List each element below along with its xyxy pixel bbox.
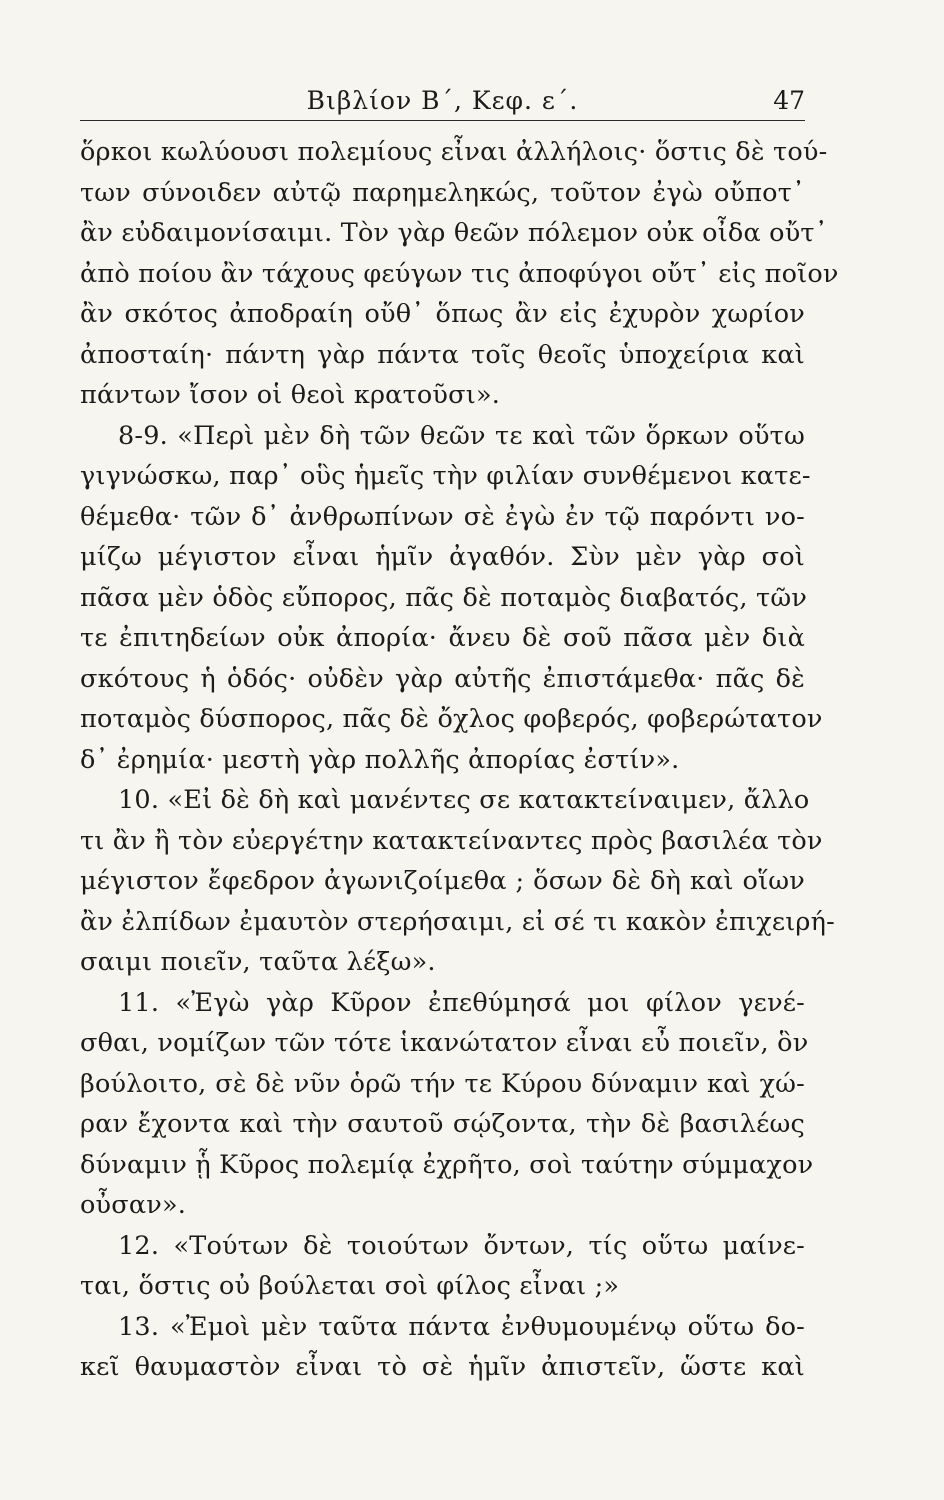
text-line: ραν ἔχοντα καὶ τὴν σαυτοῦ σῴζοντα, τὴν δὲ βασιλέως [80,1109,805,1139]
text-line: σαιμι ποιεῖν, ταῦτα λέξω». [80,947,436,977]
text-line: ἀποσταίη· πάντη γὰρ πάντα τοῖς θεοῖς ὑποχείρια καὶ [80,339,805,370]
running-header [80,84,805,121]
text-line: ἂν ἐλπίδων ἐμαυτὸν στερήσαιμι, εἰ σέ τι κακὸν ἐπιχειρή- [80,906,835,937]
paragraph-line: 8-9. «Περὶ μὲν δὴ τῶν θεῶν τε καὶ τῶν ὅρκων οὕτω [118,420,805,451]
paragraph-line: 11. «Ἐγὼ γὰρ Κῦρον ἐπεθύμησά μοι φίλον γενέ- [118,987,805,1018]
text-line: γιγνώσκω, παρ᾽ οὓς ἡμεῖς τὴν φιλίαν συνθέμενοι κατε- [80,461,811,491]
text-line: τε ἐπιτηδείων οὐκ ἀπορία· ἄνευ δὲ σοῦ πᾶσα μὲν διὰ [80,623,805,653]
text-line: ἂν εὐδαιμονίσαιμι. Τὸν γὰρ θεῶν πόλεμον οὐκ οἶδα οὔτ᾽ [80,218,828,248]
text-line: μέγιστον ἔφεδρον ἀγωνιζοίμεθα ; ὅσων δὲ δὴ καὶ οἵων [80,866,805,896]
text-line: οὖσαν». [80,1190,187,1220]
text-line: ται, ὅστις οὐ βούλεται σοὶ φίλος εἶναι ;» [80,1271,620,1301]
running-title: Βιβλίον Β΄, Κεφ. ε΄. [306,86,579,115]
text-line: σκότους ἡ ὁδός· οὐδὲν γὰρ αὐτῆς ἐπιστάμεθα· πᾶς δὲ [80,663,805,694]
text-line: σθαι, νομίζων τῶν τότε ἱκανώτατον εἶναι εὖ ποιεῖν, ὃν [80,1028,809,1058]
text-line: των σύνοιδεν αὐτῷ παρημεληκώς, τοῦτον ἐγὼ οὔποτ᾽ [80,177,805,208]
text-line: δ᾽ ἐρημία· μεστὴ γὰρ πολλῆς ἀπορίας ἐστίν». [80,744,680,775]
body-text [80,132,839,1388]
text-line: ποταμὸς δύσπορος, πᾶς δὲ ὄχλος φοβερός, φοβερώτατον [80,704,823,734]
text-line: ἀπὸ ποίου ἂν τάχους φεύγων τις ἀποφύγοι οὔτ᾽ εἰς ποῖον [80,258,839,289]
text-line: θέμεθα· τῶν δ᾽ ἀνθρωπίνων σὲ ἐγὼ ἐν τῷ παρόντι νο- [80,501,805,532]
text-line: δύναμιν ᾗ Κῦρος πολεμίᾳ ἐχρῆτο, σοὶ ταύτην σύμμαχον [80,1149,814,1180]
text-line: ὅρκοι κωλύουσι πολεμίους εἶναι ἀλλήλοις· ὅστις δὲ τού- [80,137,828,167]
page-number: 47 [773,86,805,115]
text-line: πάντων ἴσον οἱ θεοὶ κρατοῦσι». [80,380,501,410]
text-line: κεῖ θαυμαστὸν εἶναι τὸ σὲ ἡμῖν ἀπιστεῖν, ὥστε καὶ [80,1352,805,1382]
paragraph-line: 12. «Τούτων δὲ τοιούτων ὄντων, τίς οὕτω μαίνε- [118,1230,805,1261]
paragraph-line: 10. «Εἰ δὲ δὴ καὶ μανέντες σε κατακτείναιμεν, ἄλλο [118,785,810,815]
text-line: μίζω μέγιστον εἶναι ἡμῖν ἀγαθόν. Σὺν μὲν γὰρ σοὶ [80,542,805,572]
text-line: πᾶσα μὲν ὁδὸς εὔπορος, πᾶς δὲ ποταμὸς διαβατός, τῶν [80,582,808,613]
text-line: ἂν σκότος ἀποδραίη οὔθ᾽ ὅπως ἂν εἰς ἐχυρὸν χωρίον [80,299,805,329]
paragraph-line: 13. «Ἐμοὶ μὲν ταῦτα πάντα ἐνθυμουμένῳ οὕτω δο- [118,1311,805,1342]
text-line: τι ἂν ἢ τὸν εὐεργέτην κατακτείναντες πρὸς βασιλέα τὸν [80,825,823,856]
text-line: βούλοιτο, σὲ δὲ νῦν ὁρῶ τήν τε Κύρου δύναμιν καὶ χώ- [80,1068,805,1099]
